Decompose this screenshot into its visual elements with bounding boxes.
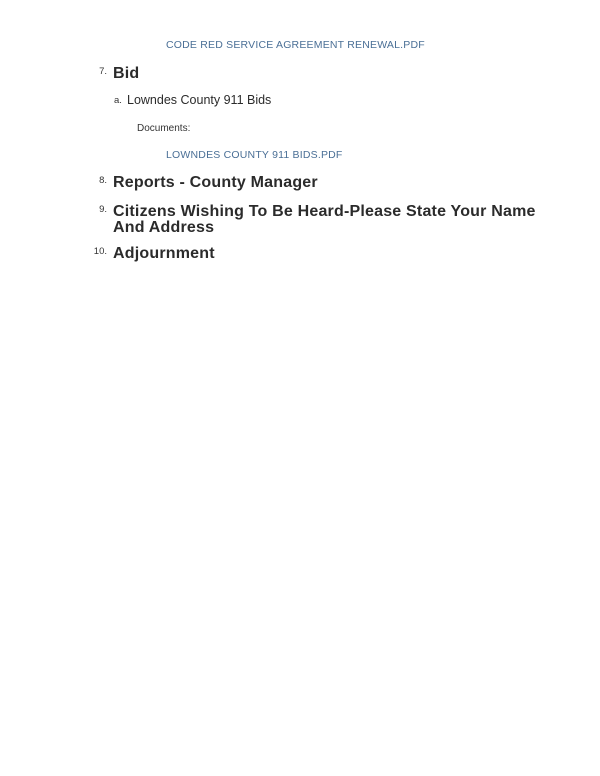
item-title-reports-county-manager: Reports - County Manager [113, 174, 318, 191]
subitem-title-lowndes-bids: Lowndes County 911 Bids [127, 93, 272, 107]
item-number: 10. [93, 246, 107, 257]
subitem-letter: a. [114, 95, 122, 106]
item-number: 8. [99, 175, 107, 186]
item-number: 7. [99, 66, 107, 77]
item-number: 9. [99, 204, 107, 215]
documents-label: Documents: [137, 123, 191, 134]
item-title-adjournment: Adjournment [113, 245, 215, 262]
document-link-code-red-renewal[interactable]: CODE RED SERVICE AGREEMENT RENEWAL.PDF [166, 39, 425, 51]
item-title-citizens-line1: Citizens Wishing To Be Heard-Please State Your Name [113, 203, 536, 220]
item-title-bid: Bid [113, 65, 140, 82]
item-title-citizens-line2: And Address [113, 219, 215, 236]
document-link-lowndes-911-bids[interactable]: LOWNDES COUNTY 911 BIDS.PDF [166, 149, 343, 161]
